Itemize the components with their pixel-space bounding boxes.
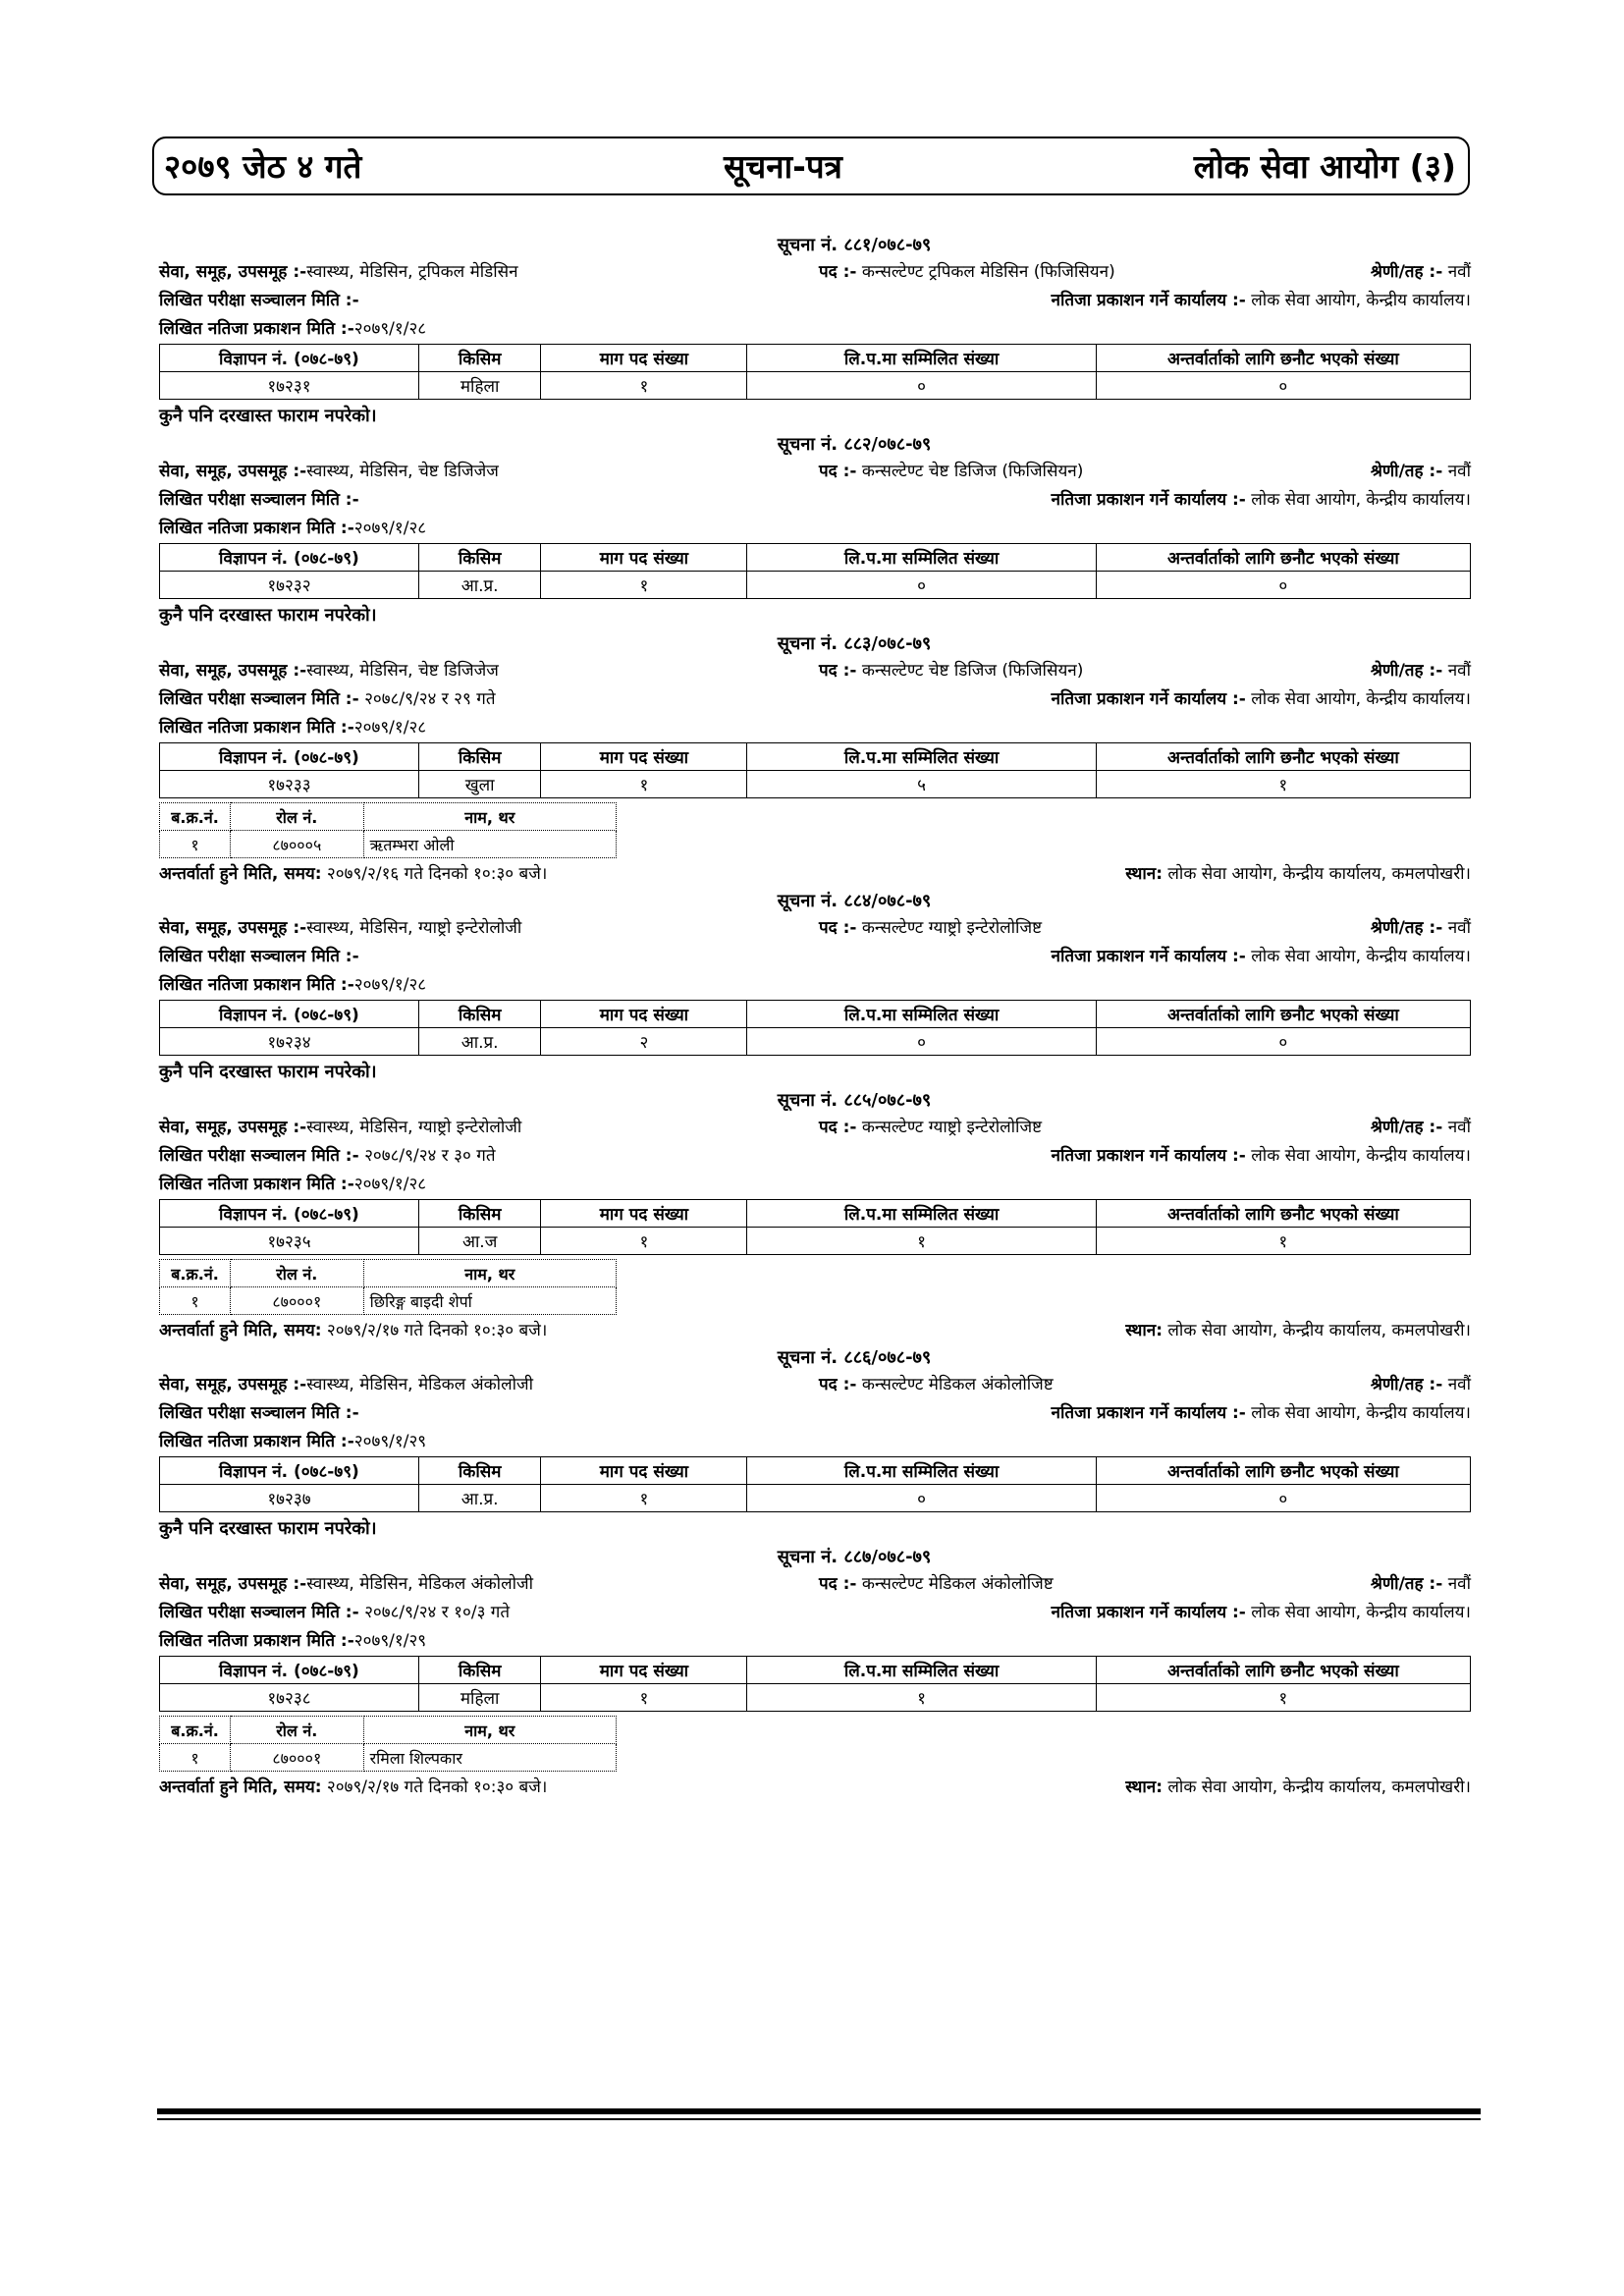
vacancy-header-cell: किसिम (418, 1001, 541, 1028)
vacancy-table (159, 1199, 1471, 1255)
service-value: स्वास्थ्य, मेडिसिन, ग्याष्ट्रो इन्टेरोलोजी (306, 918, 522, 938)
office-field (1052, 1142, 1471, 1171)
interview-row (159, 1772, 1471, 1803)
post-value: कन्सल्टेण्ट मेडिकल अंकोलोजिष्ट (861, 1375, 1054, 1394)
vacancy-table (159, 1656, 1471, 1712)
exam-date-value: २०७८/९/२४ र १०/३ गते (364, 1603, 511, 1622)
service-row (159, 913, 1471, 943)
post-value: कन्सल्टेण्ट ट्रपिकल मेडिसिन (फिजिसियन) (861, 262, 1115, 282)
candidate-cell: ८७०००१ (231, 1287, 364, 1315)
service-label: सेवा, समूह, उपसमूह :- (159, 1118, 307, 1137)
service-row (159, 1113, 1471, 1142)
vacancy-header-cell: अन्तर्वार्ताको लागि छनौट भएको संख्या (1096, 345, 1470, 372)
vacancy-cell: १ (747, 1684, 1096, 1712)
place-value: लोक सेवा आयोग, केन्द्रीय कार्यालय, कमलपोखरी। (1167, 1777, 1471, 1797)
result-date-value: २०७९/१/२८ (353, 519, 427, 538)
notice-number: सूचना नं. ८८७/०७८-७९ (777, 1547, 932, 1567)
vacancy-cell: १ (541, 1485, 747, 1512)
post-value: कन्सल्टेण्ट मेडिकल अंकोलोजिष्ट (861, 1574, 1054, 1594)
vacancy-cell: ० (747, 1028, 1096, 1056)
vacancy-cell: महिला (418, 372, 541, 400)
vacancy-data-row (160, 1028, 1471, 1056)
vacancy-header-cell: माग पद संख्या (541, 1200, 747, 1228)
vacancy-header-cell: किसिम (418, 345, 541, 372)
grade-value: नवौं (1447, 462, 1471, 481)
service-label: सेवा, समूह, उपसमूह :- (159, 1375, 307, 1394)
vacancy-data-row (160, 771, 1471, 798)
page-header (152, 137, 1470, 195)
candidate-header-row (160, 1260, 617, 1287)
grade-field (1371, 656, 1471, 685)
header-title: सूचना-पत्र (724, 147, 842, 186)
post-field (819, 913, 1042, 943)
vacancy-table (159, 1000, 1471, 1056)
vacancy-cell: ० (1096, 1028, 1470, 1056)
exam-date-row (159, 1599, 1471, 1627)
interview-value: २०७९/२/१७ गते दिनको १०:३० बजे। (326, 1777, 548, 1797)
candidate-header-cell: ब.क्र.नं. (160, 803, 231, 831)
vacancy-header-cell: विज्ञापन नं. (०७८-७९) (160, 345, 419, 372)
vacancy-header-cell: माग पद संख्या (541, 1657, 747, 1684)
notice-block (159, 890, 1471, 1089)
office-field (1052, 486, 1471, 515)
vacancy-cell: १ (1096, 1684, 1470, 1712)
office-value: लोक सेवा आयोग, केन्द्रीय कार्यालय। (1251, 947, 1471, 966)
no-application-note: कुनै पनि दरखास्त फाराम नपरेको। (159, 406, 377, 426)
vacancy-header-cell: अन्तर्वार्ताको लागि छनौट भएको संख्या (1096, 1200, 1470, 1228)
interview-label: अन्तर्वार्ता हुने मिति, समय: (159, 1777, 322, 1797)
vacancy-header-cell: लि.प.मा सम्मिलित संख्या (747, 1001, 1096, 1028)
result-date-label: लिखित नतिजा प्रकाशन मिति :- (159, 975, 354, 995)
vacancy-header-cell: किसिम (418, 1657, 541, 1684)
place-label: स्थान: (1125, 1321, 1163, 1340)
interview-value: २०७९/२/१६ गते दिनको १०:३० बजे। (326, 864, 548, 884)
vacancy-header-cell: अन्तर्वार्ताको लागि छनौट भएको संख्या (1096, 743, 1470, 771)
notice-block (159, 1089, 1471, 1346)
header-date: २०७९ जेठ ४ गते (164, 147, 362, 186)
result-date-value: २०७९/१/२९ (353, 1631, 427, 1651)
grade-value: नवौं (1447, 918, 1471, 938)
result-date-value: २०७९/१/२८ (353, 975, 427, 995)
candidate-cell: ८७०००१ (231, 1744, 364, 1772)
exam-date-label: लिखित परीक्षा सञ्चालन मिति :- (159, 689, 359, 709)
grade-field (1371, 913, 1471, 943)
result-date-value: २०७९/१/२८ (353, 718, 427, 738)
vacancy-header-row (160, 544, 1471, 572)
post-value: कन्सल्टेण्ट चेष्ट डिजिज (फिजिसियन) (861, 661, 1084, 681)
service-row (159, 257, 1471, 287)
vacancy-cell: १७२३१ (160, 372, 419, 400)
result-date-row (159, 1428, 1471, 1456)
vacancy-cell: १ (747, 1228, 1096, 1255)
vacancy-header-row (160, 345, 1471, 372)
office-value: लोक सेवा आयोग, केन्द्रीय कार्यालय। (1251, 490, 1471, 510)
vacancy-header-cell: किसिम (418, 1200, 541, 1228)
exam-date-label: लिखित परीक्षा सञ्चालन मिति :- (159, 291, 359, 310)
office-label: नतिजा प्रकाशन गर्ने कार्यालय :- (1051, 947, 1246, 966)
vacancy-cell: १७२३७ (160, 1485, 419, 1512)
exam-date-row (159, 1142, 1471, 1171)
vacancy-header-row (160, 1657, 1471, 1684)
result-date-label: लिखित नतिजा प्रकाशन मिति :- (159, 319, 354, 339)
exam-date-value: २०७८/९/२४ र २९ गते (364, 689, 496, 709)
vacancy-cell: १७२३३ (160, 771, 419, 798)
office-value: लोक सेवा आयोग, केन्द्रीय कार्यालय। (1251, 1146, 1471, 1166)
grade-label: श्रेणी/तह :- (1370, 1574, 1443, 1594)
service-row (159, 1370, 1471, 1399)
result-date-row (159, 315, 1471, 344)
no-application-note: कुनै पनि दरखास्त फाराम नपरेको। (159, 1062, 377, 1082)
result-date-row (159, 515, 1471, 543)
grade-value: नवौं (1447, 661, 1471, 681)
vacancy-table (159, 543, 1471, 599)
vacancy-cell: १७२३४ (160, 1028, 419, 1056)
post-value: कन्सल्टेण्ट ग्याष्ट्रो इन्टेरोलोजिष्ट (861, 918, 1042, 938)
result-date-value: २०७९/१/२८ (353, 319, 427, 339)
office-value: लोक सेवा आयोग, केन्द्रीय कार्यालय। (1251, 689, 1471, 709)
place-field (1125, 1772, 1471, 1803)
vacancy-header-row (160, 743, 1471, 771)
notice-number: सूचना नं. ८८१/०७८-७९ (777, 235, 932, 255)
vacancy-cell: ० (1096, 1485, 1470, 1512)
exam-date-row (159, 1399, 1471, 1428)
grade-label: श्रेणी/तह :- (1370, 262, 1443, 282)
post-label: पद :- (819, 1375, 857, 1394)
vacancy-cell: १ (1096, 1228, 1470, 1255)
vacancy-cell: १ (541, 1684, 747, 1712)
service-row (159, 457, 1471, 486)
notice-number: सूचना नं. ८८३/०७८-७९ (777, 633, 932, 654)
place-value: लोक सेवा आयोग, केन्द्रीय कार्यालय, कमलपोखरी। (1167, 1321, 1471, 1340)
candidate-row (160, 831, 617, 858)
interview-row (159, 858, 1471, 890)
vacancy-cell: १७२३८ (160, 1684, 419, 1712)
post-field (819, 1370, 1054, 1399)
vacancy-cell: १ (1096, 771, 1470, 798)
grade-value: नवौं (1447, 262, 1471, 282)
candidate-cell: रमिला शिल्पकार (363, 1744, 616, 1772)
grade-value: नवौं (1447, 1375, 1471, 1394)
candidate-header-cell: रोल नं. (231, 1260, 364, 1287)
vacancy-data-row (160, 1485, 1471, 1512)
candidate-header-cell: नाम, थर (363, 1260, 616, 1287)
grade-label: श्रेणी/तह :- (1370, 918, 1443, 938)
vacancy-cell: १ (541, 372, 747, 400)
candidate-table (159, 1716, 617, 1772)
office-field (1052, 943, 1471, 971)
vacancy-header-cell: लि.प.मा सम्मिलित संख्या (747, 1200, 1096, 1228)
vacancy-header-cell: लि.प.मा सम्मिलित संख्या (747, 1657, 1096, 1684)
office-value: लोक सेवा आयोग, केन्द्रीय कार्यालय। (1251, 1403, 1471, 1423)
vacancy-cell: महिला (418, 1684, 541, 1712)
grade-value: नवौं (1447, 1574, 1471, 1594)
candidate-table (159, 802, 617, 858)
vacancy-cell: खुला (418, 771, 541, 798)
vacancy-data-row (160, 1684, 1471, 1712)
interview-label: अन्तर्वार्ता हुने मिति, समय: (159, 1321, 322, 1340)
vacancy-header-cell: लि.प.मा सम्मिलित संख्या (747, 743, 1096, 771)
vacancy-header-cell: अन्तर्वार्ताको लागि छनौट भएको संख्या (1096, 1657, 1470, 1684)
candidate-header-row (160, 1717, 617, 1744)
candidate-table (159, 1259, 617, 1315)
office-label: नतिजा प्रकाशन गर्ने कार्यालय :- (1051, 1146, 1246, 1166)
service-value: स्वास्थ्य, मेडिसिन, चेष्ट डिजिजेज (306, 462, 499, 481)
post-field (819, 257, 1115, 287)
vacancy-header-cell: विज्ञापन नं. (०७८-७९) (160, 544, 419, 572)
grade-field (1371, 457, 1471, 486)
vacancy-cell: आ.प्र. (418, 1028, 541, 1056)
vacancy-header-cell: विज्ञापन नं. (०७८-७९) (160, 743, 419, 771)
notice-number: सूचना नं. ८८५/०७८-७९ (777, 1090, 932, 1111)
candidate-header-cell: ब.क्र.नं. (160, 1260, 231, 1287)
post-field (819, 656, 1083, 685)
vacancy-header-cell: लि.प.मा सम्मिलित संख्या (747, 1457, 1096, 1485)
vacancy-header-cell: अन्तर्वार्ताको लागि छनौट भएको संख्या (1096, 544, 1470, 572)
interview-label: अन्तर्वार्ता हुने मिति, समय: (159, 864, 322, 884)
post-value: कन्सल्टेण्ट ग्याष्ट्रो इन्टेरोलोजिष्ट (861, 1118, 1042, 1137)
vacancy-cell: ० (747, 1485, 1096, 1512)
service-value: स्वास्थ्य, मेडिसिन, ग्याष्ट्रो इन्टेरोलोजी (306, 1118, 522, 1137)
office-label: नतिजा प्रकाशन गर्ने कार्यालय :- (1051, 1403, 1246, 1423)
result-date-row (159, 1627, 1471, 1656)
notice-number: सूचना नं. ८८४/०७८-७९ (777, 891, 932, 911)
vacancy-cell: १ (541, 771, 747, 798)
interview-row (159, 1315, 1471, 1346)
vacancy-header-cell: विज्ञापन नं. (०७८-७९) (160, 1657, 419, 1684)
office-label: नतिजा प्रकाशन गर्ने कार्यालय :- (1051, 490, 1246, 510)
exam-date-label: लिखित परीक्षा सञ्चालन मिति :- (159, 1603, 359, 1622)
vacancy-header-cell: विज्ञापन नं. (०७८-७९) (160, 1457, 419, 1485)
result-date-value: २०७९/१/२८ (353, 1175, 427, 1194)
notice-number: सूचना नं. ८८६/०७८-७९ (777, 1347, 932, 1368)
post-label: पद :- (819, 462, 857, 481)
vacancy-header-cell: लि.प.मा सम्मिलित संख्या (747, 544, 1096, 572)
notice-block (159, 1546, 1471, 1803)
office-field (1052, 1399, 1471, 1428)
office-field (1052, 685, 1471, 714)
vacancy-cell: १७२३२ (160, 572, 419, 599)
footer-rule-thin (157, 2118, 1481, 2120)
vacancy-header-row (160, 1200, 1471, 1228)
vacancy-cell: आ.ज (418, 1228, 541, 1255)
notice-block (159, 433, 1471, 632)
vacancy-data-row (160, 372, 1471, 400)
vacancy-header-cell: अन्तर्वार्ताको लागि छनौट भएको संख्या (1096, 1457, 1470, 1485)
vacancy-header-row (160, 1457, 1471, 1485)
exam-date-label: लिखित परीक्षा सञ्चालन मिति :- (159, 490, 359, 510)
post-label: पद :- (819, 661, 857, 681)
vacancy-header-cell: माग पद संख्या (541, 544, 747, 572)
vacancy-data-row (160, 1228, 1471, 1255)
vacancy-header-cell: विज्ञापन नं. (०७८-७९) (160, 1200, 419, 1228)
vacancy-cell: ० (747, 572, 1096, 599)
post-label: पद :- (819, 262, 857, 282)
grade-field (1371, 1569, 1471, 1599)
exam-date-value: २०७८/९/२४ र ३० गते (364, 1146, 496, 1166)
grade-label: श्रेणी/तह :- (1370, 1118, 1443, 1137)
no-application-note: कुनै पनि दरखास्त फाराम नपरेको। (159, 605, 377, 626)
result-date-row (159, 714, 1471, 742)
post-field (819, 457, 1083, 486)
place-field (1125, 1315, 1471, 1346)
vacancy-header-cell: लि.प.मा सम्मिलित संख्या (747, 345, 1096, 372)
candidate-cell: १ (160, 1744, 231, 1772)
vacancy-header-cell: माग पद संख्या (541, 345, 747, 372)
service-label: सेवा, समूह, उपसमूह :- (159, 918, 307, 938)
vacancy-header-row (160, 1001, 1471, 1028)
vacancy-table (159, 742, 1471, 798)
no-application-note: कुनै पनि दरखास्त फाराम नपरेको। (159, 1518, 377, 1539)
vacancy-cell: ० (1096, 572, 1470, 599)
exam-date-label: लिखित परीक्षा सञ्चालन मिति :- (159, 1403, 359, 1423)
header-publisher: लोक सेवा आयोग (३) (1193, 147, 1456, 186)
candidate-cell: ८७०००५ (231, 831, 364, 858)
service-label: सेवा, समूह, उपसमूह :- (159, 462, 307, 481)
candidate-header-row (160, 803, 617, 831)
candidate-header-cell: नाम, थर (363, 803, 616, 831)
grade-label: श्रेणी/तह :- (1370, 661, 1443, 681)
office-label: नतिजा प्रकाशन गर्ने कार्यालय :- (1051, 1603, 1246, 1622)
notice-block (159, 1346, 1471, 1546)
interview-value: २०७९/२/१७ गते दिनको १०:३० बजे। (326, 1321, 548, 1340)
candidate-cell: १ (160, 1287, 231, 1315)
exam-date-label: लिखित परीक्षा सञ्चालन मिति :- (159, 947, 359, 966)
vacancy-header-cell: विज्ञापन नं. (०७८-७९) (160, 1001, 419, 1028)
vacancy-header-cell: किसिम (418, 544, 541, 572)
place-field (1125, 858, 1471, 890)
result-date-row (159, 1171, 1471, 1199)
notice-block (159, 632, 1471, 890)
service-label: सेवा, समूह, उपसमूह :- (159, 1574, 307, 1594)
vacancy-header-cell: माग पद संख्या (541, 743, 747, 771)
result-date-label: लिखित नतिजा प्रकाशन मिति :- (159, 1631, 354, 1651)
vacancy-cell: १ (541, 572, 747, 599)
post-value: कन्सल्टेण्ट चेष्ट डिजिज (फिजिसियन) (861, 462, 1084, 481)
vacancy-data-row (160, 572, 1471, 599)
notice-block (159, 234, 1471, 433)
grade-value: नवौं (1447, 1118, 1471, 1137)
vacancy-cell: ५ (747, 771, 1096, 798)
service-value: स्वास्थ्य, मेडिसिन, चेष्ट डिजिजेज (306, 661, 499, 681)
result-date-value: २०७९/१/२९ (353, 1432, 427, 1451)
result-date-label: लिखित नतिजा प्रकाशन मिति :- (159, 519, 354, 538)
notices-list (159, 234, 1471, 1803)
grade-field (1371, 1370, 1471, 1399)
post-field (819, 1113, 1042, 1142)
candidate-header-cell: रोल नं. (231, 803, 364, 831)
exam-date-row (159, 287, 1471, 315)
service-label: सेवा, समूह, उपसमूह :- (159, 262, 307, 282)
vacancy-header-cell: माग पद संख्या (541, 1001, 747, 1028)
office-value: लोक सेवा आयोग, केन्द्रीय कार्यालय। (1251, 1603, 1471, 1622)
service-value: स्वास्थ्य, मेडिसिन, ट्रपिकल मेडिसिन (306, 262, 518, 282)
vacancy-cell: २ (541, 1028, 747, 1056)
notice-number: सूचना नं. ८८२/०७८-७९ (777, 434, 932, 455)
office-value: लोक सेवा आयोग, केन्द्रीय कार्यालय। (1251, 291, 1471, 310)
vacancy-cell: ० (747, 372, 1096, 400)
vacancy-table (159, 344, 1471, 400)
candidate-header-cell: ब.क्र.नं. (160, 1717, 231, 1744)
vacancy-table (159, 1456, 1471, 1512)
vacancy-cell: ० (1096, 372, 1470, 400)
grade-label: श्रेणी/तह :- (1370, 462, 1443, 481)
candidate-header-cell: रोल नं. (231, 1717, 364, 1744)
place-value: लोक सेवा आयोग, केन्द्रीय कार्यालय, कमलपोखरी। (1167, 864, 1471, 884)
candidate-cell: ऋतम्भरा ओली (363, 831, 616, 858)
office-field (1052, 1599, 1471, 1627)
post-field (819, 1569, 1054, 1599)
vacancy-cell: १७२३५ (160, 1228, 419, 1255)
office-label: नतिजा प्रकाशन गर्ने कार्यालय :- (1051, 689, 1246, 709)
vacancy-cell: आ.प्र. (418, 572, 541, 599)
candidate-row (160, 1744, 617, 1772)
vacancy-cell: १ (541, 1228, 747, 1255)
vacancy-header-cell: अन्तर्वार्ताको लागि छनौट भएको संख्या (1096, 1001, 1470, 1028)
candidate-header-cell: नाम, थर (363, 1717, 616, 1744)
exam-date-row (159, 486, 1471, 515)
grade-field (1371, 1113, 1471, 1142)
service-row (159, 656, 1471, 685)
post-label: पद :- (819, 1118, 857, 1137)
post-label: पद :- (819, 918, 857, 938)
service-row (159, 1569, 1471, 1599)
exam-date-row (159, 685, 1471, 714)
vacancy-header-cell: माग पद संख्या (541, 1457, 747, 1485)
footer-rule-thick (157, 2108, 1481, 2114)
candidate-cell: १ (160, 831, 231, 858)
result-date-label: लिखित नतिजा प्रकाशन मिति :- (159, 718, 354, 738)
service-value: स्वास्थ्य, मेडिसिन, मेडिकल अंकोलोजी (306, 1574, 534, 1594)
post-label: पद :- (819, 1574, 857, 1594)
place-label: स्थान: (1125, 864, 1163, 884)
exam-date-label: लिखित परीक्षा सञ्चालन मिति :- (159, 1146, 359, 1166)
place-label: स्थान: (1125, 1777, 1163, 1797)
office-field (1052, 287, 1471, 315)
vacancy-cell: आ.प्र. (418, 1485, 541, 1512)
grade-field (1371, 257, 1471, 287)
candidate-cell: छिरिङ्ग बाइदी शेर्पा (363, 1287, 616, 1315)
office-label: नतिजा प्रकाशन गर्ने कार्यालय :- (1051, 291, 1246, 310)
candidate-row (160, 1287, 617, 1315)
result-date-row (159, 971, 1471, 1000)
vacancy-header-cell: किसिम (418, 743, 541, 771)
result-date-label: लिखित नतिजा प्रकाशन मिति :- (159, 1432, 354, 1451)
vacancy-header-cell: किसिम (418, 1457, 541, 1485)
service-value: स्वास्थ्य, मेडिसिन, मेडिकल अंकोलोजी (306, 1375, 534, 1394)
service-label: सेवा, समूह, उपसमूह :- (159, 661, 307, 681)
result-date-label: लिखित नतिजा प्रकाशन मिति :- (159, 1175, 354, 1194)
grade-label: श्रेणी/तह :- (1370, 1375, 1443, 1394)
exam-date-row (159, 943, 1471, 971)
